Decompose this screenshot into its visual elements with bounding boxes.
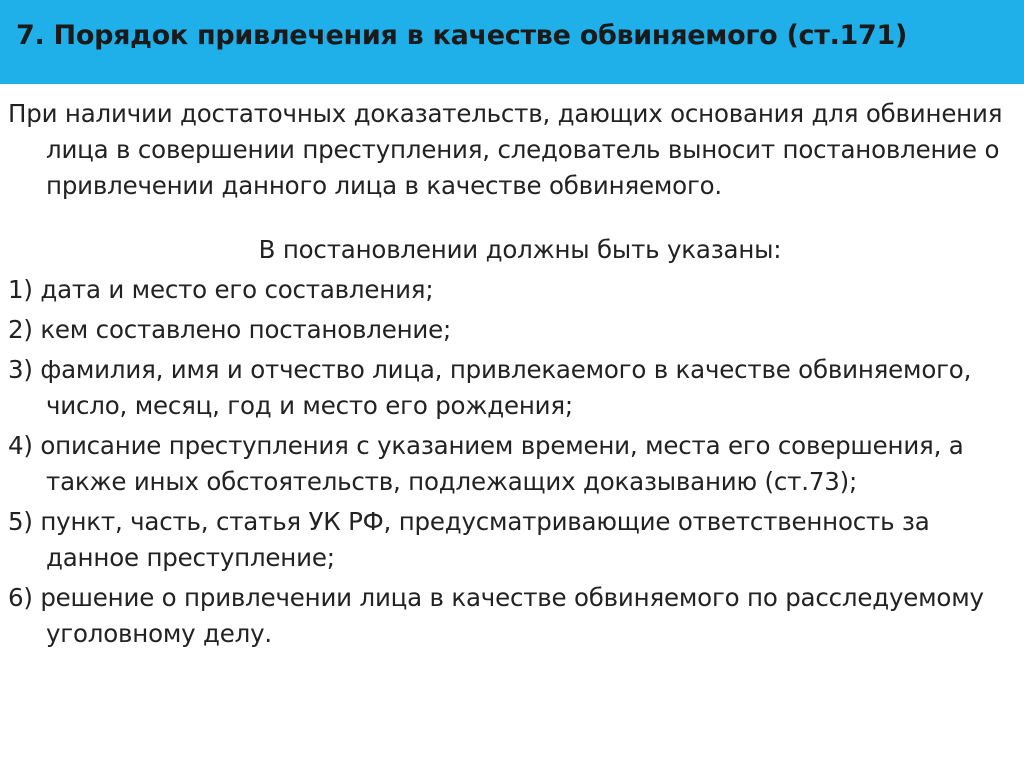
- list-heading: В постановлении должны быть указаны:: [258, 235, 782, 264]
- slide-body: [8, 96, 1012, 656]
- list-item-3: 3) фамилия, имя и отчество лица, привлекаемого в качестве обвиняемого, число, месяц, год и место его рождения;: [8, 355, 972, 420]
- list-item-6: 6) решение о привлечении лица в качестве обвиняемого по расследуемому уголовному делу.: [8, 583, 984, 648]
- slide-title: 7. Порядок привлечения в качестве обвиняемого (ст.171): [16, 20, 908, 51]
- title-bar: [0, 0, 1024, 84]
- intro-paragraph: При наличии достаточных доказательств, дающих основания для обвинения лица в совершении преступления, следователь выносит постановление о привлечении данного лица в качестве обвиняемого.: [8, 99, 1003, 200]
- list-item-1: 1) дата и место его составления;: [8, 275, 434, 304]
- list-item-4: 4) описание преступления с указанием времени, места его совершения, а также иных обстоятельств, подлежащих доказыванию (ст.73);: [8, 431, 964, 496]
- list-item-2: 2) кем составлено постановление;: [8, 315, 452, 344]
- list-item-5: 5) пункт, часть, статья УК РФ, предусматривающие ответственность за данное преступление;: [8, 507, 930, 572]
